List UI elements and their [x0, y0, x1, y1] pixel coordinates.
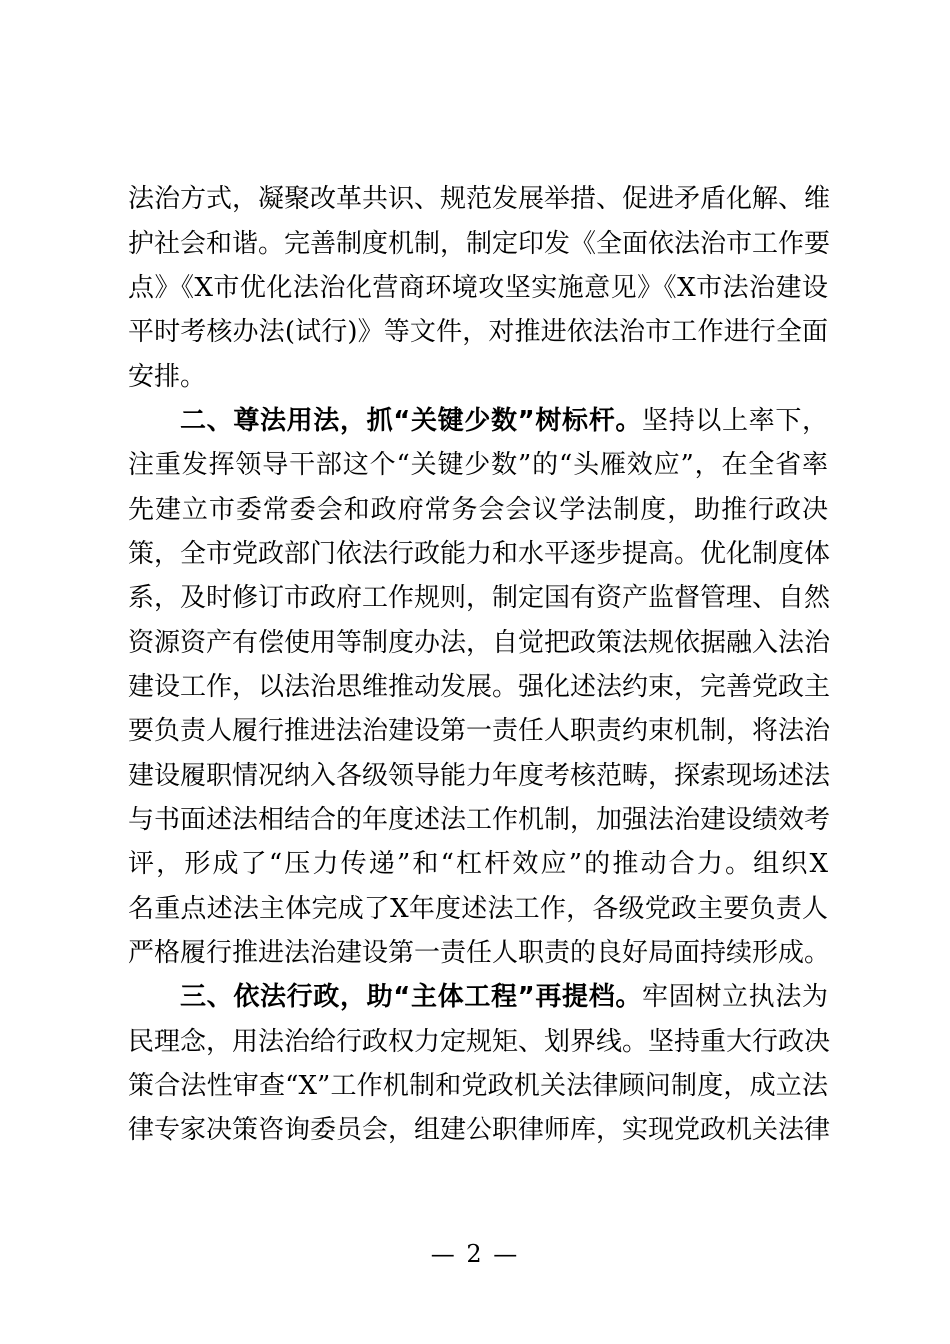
- line-text: 法治方式，凝聚改革共识、规范发展举措、促进矛盾化解、维: [128, 184, 831, 214]
- text-line: [128, 443, 828, 487]
- text-line: [128, 887, 828, 931]
- text-line: [128, 222, 831, 266]
- line-text: 名重点述法主体完成了X年度述法工作，各级党政主要负责人: [128, 894, 828, 924]
- text-line: [128, 709, 831, 753]
- text-line: [128, 488, 828, 532]
- text-line: [128, 665, 831, 709]
- text-line: [128, 931, 831, 975]
- line-text: 策，全市党政部门依法行政能力和水平逐步提高。优化制度体: [128, 539, 831, 569]
- line-text: 评，形成了“压力传递”和“杠杆效应”的推动合力。组织X: [128, 849, 828, 879]
- line-text: 民理念，用法治给行政权力定规矩、划界线。坚持重大行政决: [128, 1027, 831, 1057]
- text-line: [128, 1020, 831, 1064]
- text-line: [128, 532, 831, 576]
- line-text: 严格履行推进法治建设第一责任人职责的良好局面持续形成。: [128, 938, 831, 968]
- line-text: 资源资产有偿使用等制度办法，自觉把政策法规依据融入法治: [128, 628, 831, 658]
- text-line: [128, 842, 828, 886]
- text-line: [128, 355, 828, 399]
- text-line: [128, 1064, 828, 1108]
- line-text: 安排。: [128, 362, 207, 392]
- line-text: 平时考核办法(试行)》等文件，对推进依法治市工作进行全面: [128, 317, 828, 347]
- line-text: 建设履职情况纳入各级领导能力年度考核范畴，探索现场述法: [128, 761, 831, 791]
- text-line: [128, 266, 828, 310]
- section-heading-line: [180, 399, 828, 443]
- line-text: 系，及时修订市政府工作规则，制定国有资产监督管理、自然: [128, 583, 831, 613]
- line-text: 先建立市委常委会和政府常务会会议学法制度，助推行政决: [128, 495, 828, 525]
- section-heading: 三、依法行政，助“主体工程”再提档。: [180, 982, 643, 1012]
- text-line: [128, 1108, 831, 1152]
- text-line: [128, 576, 831, 620]
- page-number: — 2 —: [430, 1240, 520, 1268]
- section-heading-line: [180, 975, 828, 1019]
- line-text: 建设工作，以法治思维推动发展。强化述法约束，完善党政主: [128, 672, 831, 702]
- line-text: 律专家决策咨询委员会，组建公职律师库，实现党政机关法律: [128, 1115, 831, 1145]
- text-line: [128, 177, 831, 221]
- line-text: 牢固树立执法为: [642, 982, 828, 1012]
- section-heading: 二、尊法用法，抓“关键少数”树标杆。: [180, 406, 643, 436]
- text-line: [128, 310, 828, 354]
- line-text: 护社会和谐。完善制度机制，制定印发《全面依法治市工作要: [128, 229, 831, 259]
- text-line: [128, 754, 831, 798]
- line-text: 策合法性审查“X”工作机制和党政机关法律顾问制度，成立法: [128, 1071, 828, 1101]
- text-line: [128, 621, 831, 665]
- line-text: 点》《X市优化法治化营商环境攻坚实施意见》《X市法治建设: [128, 273, 828, 303]
- line-text: 与书面述法相结合的年度述法工作机制，加强法治建设绩效考: [128, 805, 831, 835]
- line-text: 要负责人履行推进法治建设第一责任人职责约束机制，将法治: [128, 716, 831, 746]
- line-text: 坚持以上率下，: [642, 406, 828, 436]
- text-line: [128, 798, 831, 842]
- line-text: 注重发挥领导干部这个“关键少数”的“头雁效应”，在全省率: [128, 450, 828, 480]
